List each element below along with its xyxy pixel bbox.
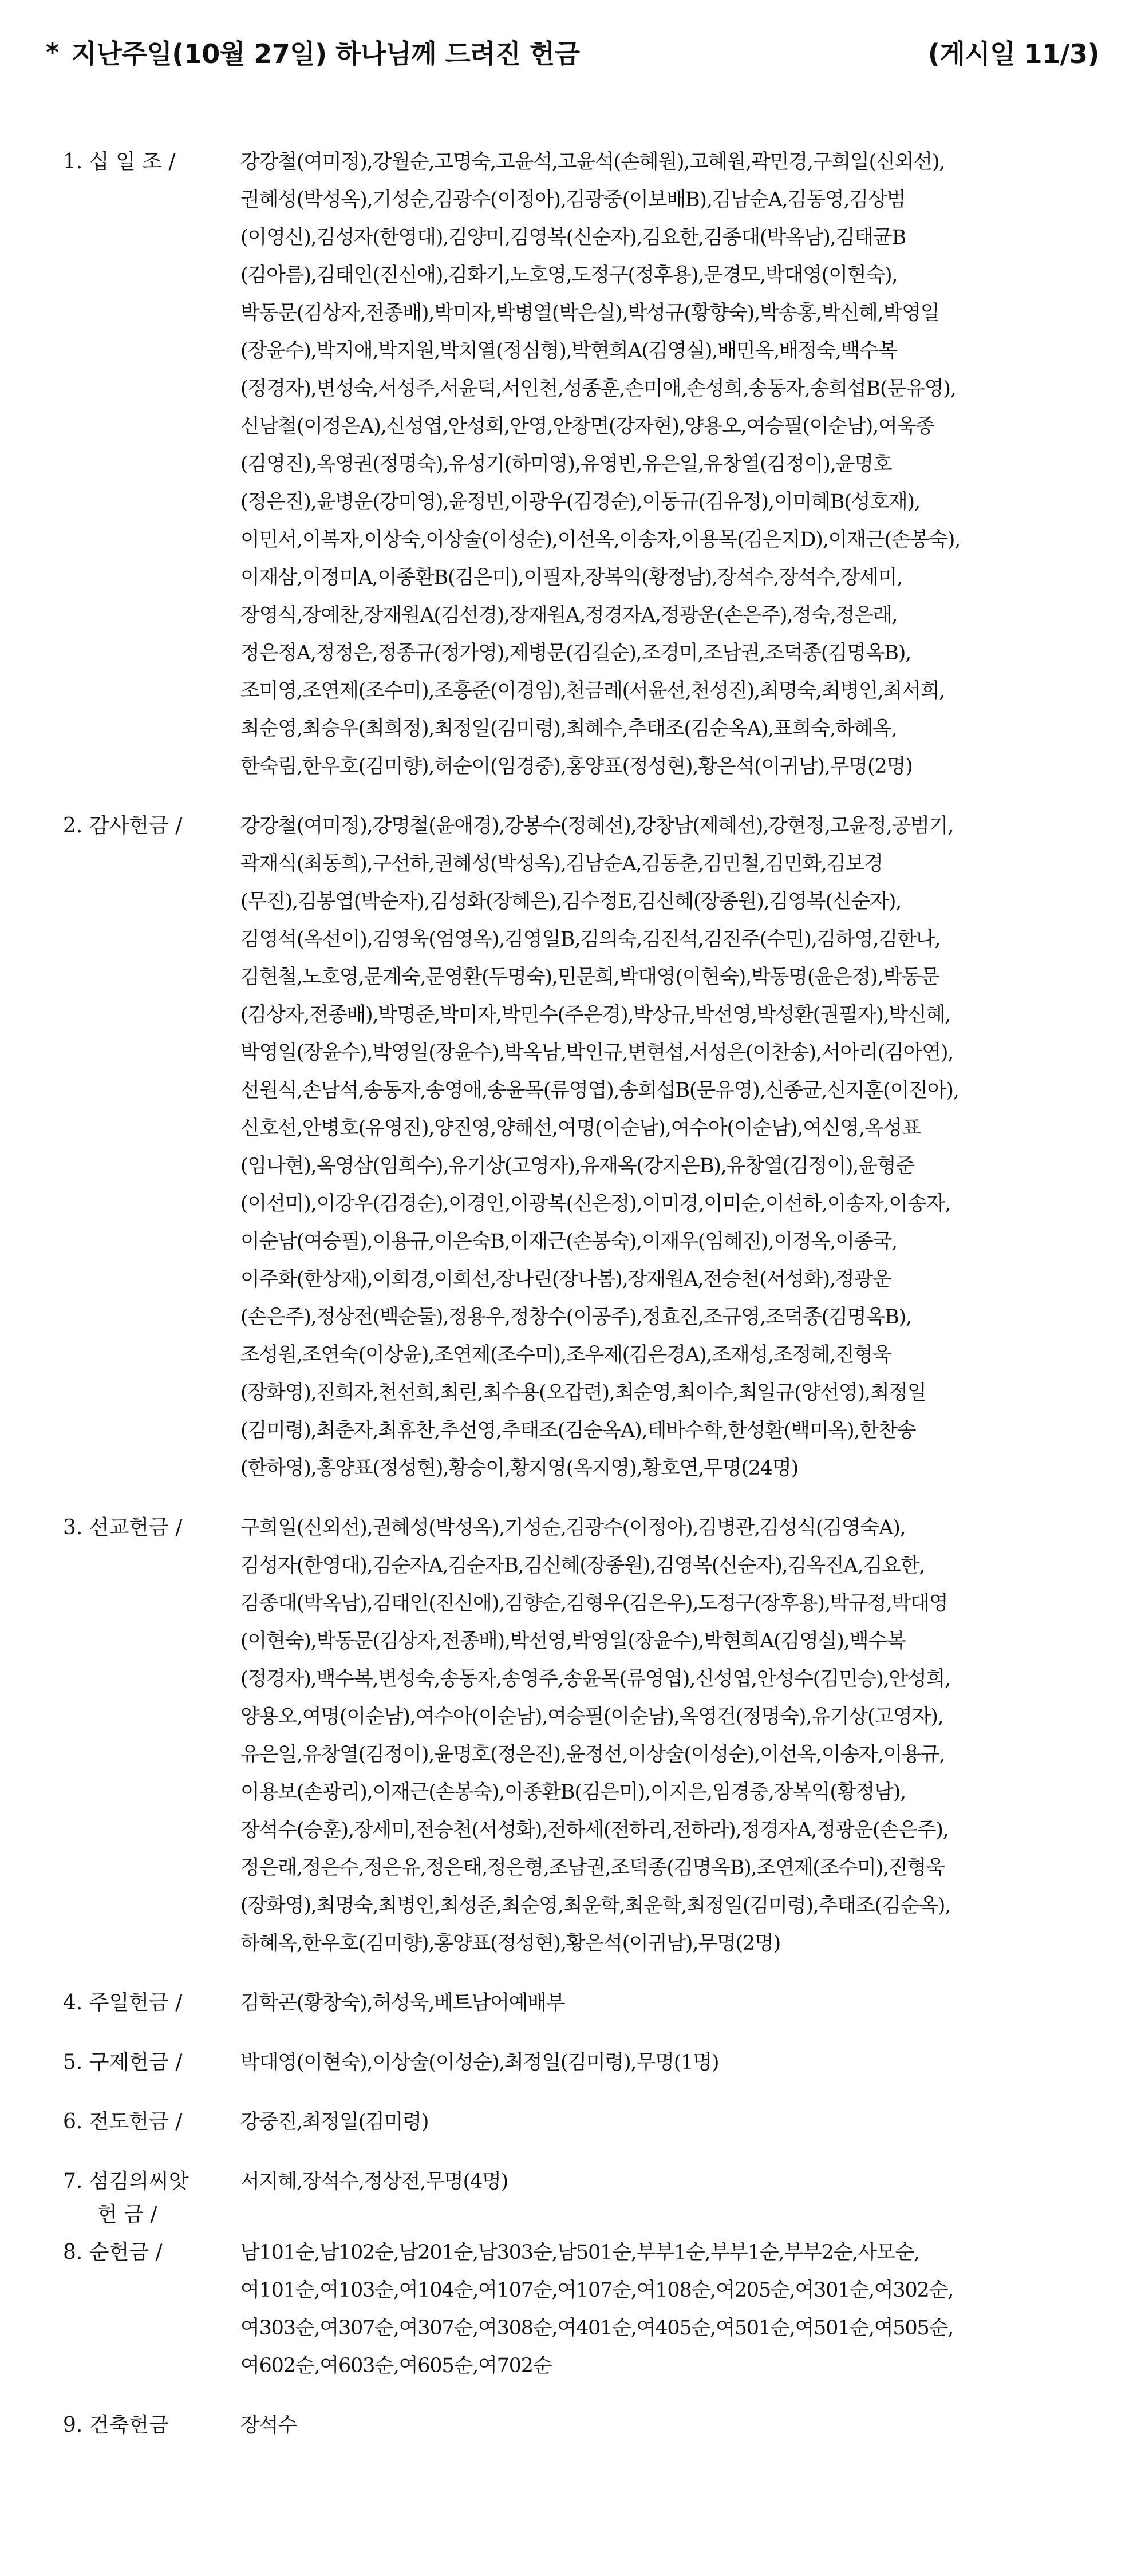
donor-line: 이순남(여승필),이용규,이은숙B,이재근(손봉숙),이재우(임혜진),이정옥,이종국,	[240, 1230, 898, 1253]
section-label-text: 8. 순헌금 /	[63, 2241, 163, 2264]
section-label	[63, 1984, 240, 2022]
donor-line: (장윤수),박지애,박지원,박치열(정심형),박현희A(김영실),배민옥,배정숙,백수복	[240, 339, 897, 362]
donor-line: 김종대(박옥남),김태인(진신애),김향순,김형우(김은우),도정구(장후용),박규정,박대영	[240, 1592, 948, 1615]
donor-list	[240, 143, 1111, 785]
section-label-text-continued: 헌 금 /	[97, 2203, 157, 2226]
donor-line: 조미영,조연제(조수미),조흥준(이경임),천금례(서윤선,천성진),최명숙,최병인,최서희,	[240, 679, 945, 702]
donor-line: (이영신),김성자(한영대),김양미,김영복(신순자),김요한,김종대(박옥남),김태균B	[240, 226, 906, 249]
section-label	[63, 2234, 240, 2271]
donor-line: (임나현),옥영삼(임희수),유기상(고영자),유재옥(강지은B),유창열(김정이),윤형준	[240, 1155, 914, 1178]
donor-list	[240, 1509, 1111, 1962]
section-label-text: 1. 십 일 조 /	[63, 150, 176, 173]
donor-line: 장영식,장예찬,장재원A(김선경),장재원A,정경자A,정광운(손은주),정숙,정은래,	[240, 604, 898, 627]
donor-line: 이용보(손광리),이재근(손봉숙),이종환B(김은미),이지은,임경중,장복익(황정남),	[240, 1781, 906, 1804]
donor-line: (정경자),변성숙,서성주,서윤덕,서인천,성종훈,손미애,손성희,송동자,송희섭B(문유영),	[240, 377, 956, 400]
donor-line: 하혜옥,한우호(김미향),홍양표(정성현),황은석(이귀남),무명(2명)	[240, 1932, 781, 1955]
donor-line: 권혜성(박성옥),기성순,김광수(이정아),김광중(이보배B),김남순A,김동영,김상범	[240, 188, 906, 211]
donor-list	[240, 2234, 1111, 2385]
donor-line: 이주화(한상재),이희경,이희선,장나린(장나봄),장재원A,전승천(서성화),정광운	[240, 1268, 891, 1291]
donor-list	[240, 2163, 1111, 2200]
section-label-text: 9. 건축헌금	[63, 2413, 169, 2437]
offering-section	[63, 1509, 1111, 1962]
donor-line: (이선미),이강우(김경순),이경인,이광복(신은정),이미경,이미순,이선하,이송자,이송자,	[240, 1192, 951, 1215]
offering-sections	[63, 143, 1111, 2444]
section-label-text: 2. 감사헌금 /	[63, 814, 183, 837]
section-label	[63, 2044, 240, 2081]
donor-line: 강강철(여미정),강월순,고명숙,고윤석,고윤석(손혜원),고혜원,곽민경,구희일(신외선),	[240, 151, 945, 173]
offering-section	[63, 2234, 1111, 2385]
offering-section	[63, 2163, 1111, 2229]
donor-line: 신남철(이정은A),신성엽,안성희,안영,안창면(강자현),양용오,여승필(이순남),여욱종	[240, 415, 934, 438]
donor-line: (이현숙),박동문(김상자,전종배),박선영,박영일(장윤수),박현희A(김영실),백수복	[240, 1630, 906, 1653]
donor-line: 서지혜,장석수,정상전,무명(4명)	[240, 2170, 508, 2193]
donor-line: 정은래,정은수,정은유,정은태,정은형,조남권,조덕종(김명옥B),조연제(조수미),진형욱	[240, 1856, 945, 1879]
donor-line: 박대영(이현숙),이상술(이성순),최정일(김미령),무명(1명)	[240, 2051, 719, 2074]
section-label-text: 5. 구제헌금 /	[63, 2050, 183, 2074]
section-label-text: 4. 주일헌금 /	[63, 1991, 183, 2014]
section-label-text: 6. 전도헌금 /	[63, 2110, 183, 2134]
section-label	[63, 1509, 240, 1547]
donor-line: (장화영),최명숙,최병인,최성준,최순영,최운학,최운학,최정일(김미령),추태조(김순옥),	[240, 1894, 951, 1917]
donor-line: (무진),김봉엽(박순자),김성화(장혜은),김수정E,김신혜(장종원),김영복(신순자),	[240, 890, 902, 913]
donor-list	[240, 2103, 1111, 2141]
section-label-text: 3. 선교헌금 /	[63, 1516, 183, 1539]
donor-list	[240, 2407, 1111, 2444]
donor-line: 곽재식(최동희),구선하,권혜성(박성옥),김남순A,김동춘,김민철,김민화,김보경	[240, 852, 883, 875]
notice-title: 지난주일(10월 27일) 하나님께 드려진 헌금	[71, 38, 580, 69]
posted-date: (게시일 11/3)	[927, 38, 1099, 69]
donor-line: 김학곤(황창숙),허성욱,베트남어예배부	[240, 1992, 565, 2014]
donor-line: 이민서,이복자,이상숙,이상술(이성순),이선옥,이송자,이용목(김은지D),이재근(손봉숙),	[240, 528, 961, 551]
donor-line: 조성원,조연숙(이상윤),조연제(조수미),조우제(김은경A),조재성,조정헤,진형욱	[240, 1344, 891, 1366]
donor-line: (손은주),정상전(백순둘),정용우,정창수(이공주),정효진,조규영,조덕종(김명옥B),	[240, 1306, 911, 1329]
donor-line: (김아름),김태인(진신애),김화기,노호영,도정구(정후용),문경모,박대영(이현숙),	[240, 264, 898, 287]
donor-line: 선원식,손남석,송동자,송영애,송윤목(류영엽),송희섭B(문유영),신종균,신지훈(이진아),	[240, 1079, 959, 1102]
donor-line: (정경자),백수복,변성숙,송동자,송영주,송윤목(류영엽),신성엽,안성수(김민승),안성희,	[240, 1668, 951, 1690]
donor-line: (김상자,전종배),박명준,박미자,박민수(주은경),박상규,박선영,박성환(권필자),박신혜,	[240, 1003, 951, 1026]
donor-line: (장화영),진희자,천선희,최린,최수용(오갑련),최순영,최이수,최일규(양선영),최정일	[240, 1381, 926, 1404]
section-label-text: 7. 섬김의씨앗	[63, 2170, 189, 2193]
donor-line: (김영진),옥영권(정명숙),유성기(하미영),유영빈,유은일,유창열(김정이),윤명호	[240, 453, 892, 476]
notice-header	[46, 33, 1099, 71]
donor-line: 장석수(승훈),장세미,전승천(서성화),전하세(전하리,전하라),정경자A,정광운(손은주),	[240, 1819, 949, 1842]
offering-section	[63, 2407, 1111, 2444]
offering-section	[63, 143, 1111, 785]
donor-line: 김영석(옥선이),김영욱(엄영옥),김영일B,김의숙,김진석,김진주(수민),김하영,김한나,	[240, 928, 941, 951]
donor-line: 최순영,최승우(최희정),최정일(김미령),최혜수,추태조(김순옥A),표희숙,하혜옥,	[240, 717, 897, 740]
donor-line: (정은진),윤병운(강미영),윤정빈,이광우(김경순),이동규(김유정),이미혜B(성호재),	[240, 491, 920, 513]
donor-list	[240, 807, 1111, 1487]
donor-line: 신호선,안병호(유영진),양진영,양해선,여명(이순남),여수아(이순남),여신영,옥성표	[240, 1117, 921, 1140]
donor-line: 장석수	[240, 2414, 297, 2437]
section-label	[63, 2407, 240, 2444]
donor-line: 박동문(김상자,전종배),박미자,박병열(박은실),박성규(황향숙),박송홍,박신혜,박영일	[240, 302, 939, 325]
donor-line: 김현철,노호영,문계숙,문영환(두명숙),민문희,박대영(이현숙),박동명(윤은정),박동문	[240, 966, 939, 989]
donor-line: 이재삼,이정미A,이종환B(김은미),이필자,장복익(황정남),장석수,장석수,장세미,	[240, 566, 903, 589]
donor-line: 구희일(신외선),권혜성(박성옥),기성순,김광수(이정아),김병관,김성식(김영숙A),	[240, 1516, 906, 1539]
donor-list	[240, 2044, 1111, 2081]
section-label	[63, 2163, 240, 2229]
asterisk-marker: *	[46, 37, 59, 67]
donor-line: 남101순,남102순,남201순,남303순,남501순,부부1순,부부1순,부부2순,사모순,	[240, 2241, 919, 2264]
donor-line: 정은정A,정정은,정종규(정가영),제병문(김길순),조경미,조남권,조덕종(김명옥B),	[240, 642, 911, 665]
offering-section	[63, 2103, 1111, 2141]
offering-section	[63, 2044, 1111, 2081]
donor-line: (한하영),홍양표(정성현),황승이,황지영(옥지영),황호연,무명(24명)	[240, 1457, 799, 1480]
section-label	[63, 807, 240, 845]
donor-list	[240, 1984, 1111, 2022]
offering-section	[63, 1984, 1111, 2022]
donor-line: (김미령),최춘자,최휴찬,추선영,추태조(김순옥A),테바수학,한성환(백미옥),한찬송	[240, 1419, 916, 1442]
donor-line: 여303순,여307순,여307순,여308순,여401순,여405순,여501순,여501순,여505순,	[240, 2317, 954, 2340]
donor-line: 여602순,여603순,여605순,여702순	[240, 2354, 552, 2377]
section-label	[63, 2103, 240, 2141]
donor-line: 강중진,최정일(김미령)	[240, 2111, 429, 2134]
donor-line: 김성자(한영대),김순자A,김순자B,김신혜(장종원),김영복(신순자),김옥진A,김요한,	[240, 1554, 925, 1577]
section-label	[63, 143, 240, 181]
title-wrap	[46, 33, 580, 71]
donor-line: 여101순,여103순,여104순,여107순,여107순,여108순,여205순,여301순,여302순,	[240, 2279, 954, 2302]
donor-line: 박영일(장윤수),박영일(장윤수),박옥남,박인규,변현섭,서성은(이찬송),서아리(김아연),	[240, 1041, 954, 1064]
donor-line: 유은일,유창열(김정이),윤명호(정은진),윤정선,이상술(이성순),이선옥,이송자,이용규,	[240, 1743, 945, 1766]
donor-line: 강강철(여미정),강명철(윤애경),강봉수(정혜선),강창남(제혜선),강현정,고윤정,공범기,	[240, 815, 954, 837]
offering-section	[63, 807, 1111, 1487]
donor-line: 한숙림,한우호(김미향),허순이(임경중),홍양표(정성현),황은석(이귀남),무명(2명)	[240, 755, 913, 778]
donor-line: 양용오,여명(이순남),여수아(이순남),여승필(이순남),옥영건(정명숙),유기상(고영자),	[240, 1705, 943, 1728]
